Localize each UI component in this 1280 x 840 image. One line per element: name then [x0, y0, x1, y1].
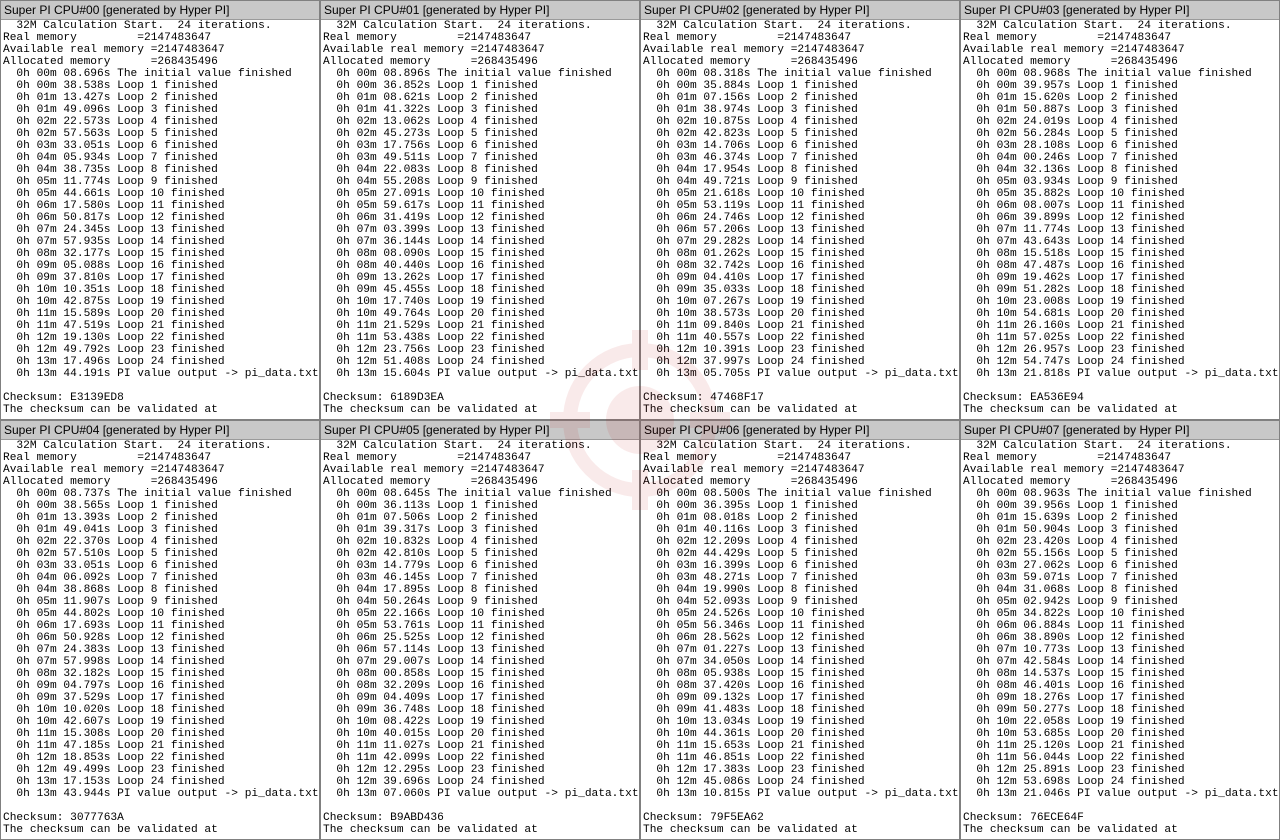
log-line: 0h 01m 50.887s Loop 3 finished [963, 104, 1178, 116]
log-line: 0h 09m 37.810s Loop 17 finished [3, 272, 225, 284]
log-line: 0h 05m 56.346s Loop 11 finished [643, 620, 865, 632]
log-line: 0h 07m 24.383s Loop 13 finished [3, 644, 225, 656]
log-line: 0h 00m 08.737s The initial value finished [3, 488, 292, 500]
log-line: Available real memory =2147483647 [3, 464, 225, 476]
log-line: 0h 12m 26.957s Loop 23 finished [963, 344, 1185, 356]
log-line: 0h 04m 17.954s Loop 8 finished [643, 164, 858, 176]
log-line: 0h 11m 09.840s Loop 21 finished [643, 320, 865, 332]
log-line: 0h 08m 40.440s Loop 16 finished [323, 260, 545, 272]
checksum-note: The checksum can be validated at [3, 824, 218, 836]
log-line: 0h 10m 23.008s Loop 19 finished [963, 296, 1185, 308]
log-line: 0h 01m 15.620s Loop 2 finished [963, 92, 1178, 104]
log-line: 0h 04m 06.092s Loop 7 finished [3, 572, 218, 584]
superpi-window-cpu04[interactable] [0, 420, 320, 840]
log-line: 0h 07m 10.773s Loop 13 finished [963, 644, 1185, 656]
log-line: 0h 00m 36.113s Loop 1 finished [323, 500, 538, 512]
blank-line [323, 800, 639, 812]
log-line: 0h 06m 57.114s Loop 13 finished [323, 644, 545, 656]
log-line: 0h 00m 08.963s The initial value finished [963, 488, 1252, 500]
log-line: 0h 09m 04.409s Loop 17 finished [323, 692, 545, 704]
log-line: 0h 13m 07.060s PI value output -> pi_data.txt [323, 788, 639, 800]
log-line: 0h 03m 59.071s Loop 7 finished [963, 572, 1178, 584]
log-line: 0h 01m 38.974s Loop 3 finished [643, 104, 858, 116]
log-line: 32M Calculation Start. 24 iterations. [3, 440, 272, 452]
log-line: 0h 13m 21.818s PI value output -> pi_data.txt [963, 368, 1279, 380]
log-line: 32M Calculation Start. 24 iterations. [3, 20, 272, 32]
log-line: 0h 03m 46.145s Loop 7 finished [323, 572, 538, 584]
log-line: 0h 01m 07.156s Loop 2 finished [643, 92, 858, 104]
log-line: 0h 07m 43.643s Loop 14 finished [963, 236, 1185, 248]
log-line: 0h 04m 22.083s Loop 8 finished [323, 164, 538, 176]
log-line: 0h 00m 08.896s The initial value finished [323, 68, 612, 80]
log-line: 0h 06m 17.693s Loop 11 finished [3, 620, 225, 632]
log-line: 0h 05m 11.774s Loop 9 finished [3, 176, 218, 188]
log-line: 0h 02m 13.062s Loop 4 finished [323, 116, 538, 128]
log-line: 0h 02m 42.810s Loop 5 finished [323, 548, 538, 560]
log-line: 0h 08m 47.487s Loop 16 finished [963, 260, 1185, 272]
log-line: 0h 11m 40.557s Loop 22 finished [643, 332, 865, 344]
log-line: 0h 06m 38.890s Loop 12 finished [963, 632, 1185, 644]
log-line: 0h 09m 35.033s Loop 18 finished [643, 284, 865, 296]
superpi-window-cpu00[interactable] [0, 0, 320, 420]
log-line: 0h 06m 28.562s Loop 12 finished [643, 632, 865, 644]
log-line: 0h 00m 08.696s The initial value finished [3, 68, 292, 80]
log-line: 0h 11m 11.027s Loop 21 finished [323, 740, 545, 752]
checksum-line: Checksum: EA536E94 [963, 392, 1084, 404]
log-line: 0h 02m 56.284s Loop 5 finished [963, 128, 1178, 140]
log-line: 0h 03m 33.051s Loop 6 finished [3, 140, 218, 152]
log-line: 0h 07m 01.227s Loop 13 finished [643, 644, 865, 656]
log-line: 0h 13m 44.191s PI value output -> pi_data.txt [3, 368, 319, 380]
output-log [963, 440, 1279, 839]
log-line: 0h 09m 51.282s Loop 18 finished [963, 284, 1185, 296]
log-line: 32M Calculation Start. 24 iterations. [963, 440, 1232, 452]
log-line: 0h 05m 53.119s Loop 11 finished [643, 200, 865, 212]
log-line: 0h 10m 17.740s Loop 19 finished [323, 296, 545, 308]
log-line: Real memory =2147483647 [643, 32, 852, 44]
log-line: 0h 03m 16.399s Loop 6 finished [643, 560, 858, 572]
output-log [643, 440, 959, 839]
log-line: 0h 08m 46.401s Loop 16 finished [963, 680, 1185, 692]
log-line: 0h 03m 27.062s Loop 6 finished [963, 560, 1178, 572]
blank-line [963, 380, 1279, 392]
log-line: 0h 11m 57.025s Loop 22 finished [963, 332, 1185, 344]
log-line: 0h 00m 08.318s The initial value finished [643, 68, 932, 80]
log-line: 0h 01m 13.427s Loop 2 finished [3, 92, 218, 104]
log-line: 0h 10m 08.422s Loop 19 finished [323, 716, 545, 728]
superpi-window-cpu06[interactable] [640, 420, 960, 840]
log-line: 0h 02m 10.832s Loop 4 finished [323, 536, 538, 548]
log-line: 0h 08m 01.262s Loop 15 finished [643, 248, 865, 260]
checksum-note: The checksum can be validated at [643, 824, 858, 836]
log-line: 0h 10m 53.685s Loop 20 finished [963, 728, 1185, 740]
log-line: Available real memory =2147483647 [643, 44, 865, 56]
log-line: 0h 13m 17.153s Loop 24 finished [3, 776, 225, 788]
log-line: 0h 03m 28.108s Loop 6 finished [963, 140, 1178, 152]
log-line: 0h 05m 53.761s Loop 11 finished [323, 620, 545, 632]
log-line: Allocated memory =268435496 [3, 476, 218, 488]
log-line: 0h 13m 17.496s Loop 24 finished [3, 356, 225, 368]
checksum-line: Checksum: 79F5EA62 [643, 812, 764, 824]
log-line: 32M Calculation Start. 24 iterations. [323, 440, 592, 452]
log-line: 0h 00m 35.884s Loop 1 finished [643, 80, 858, 92]
log-line: 0h 12m 12.295s Loop 23 finished [323, 764, 545, 776]
blank-line [643, 380, 959, 392]
checksum-note: The checksum can be validated at [643, 404, 858, 416]
log-line: 0h 02m 42.823s Loop 5 finished [643, 128, 858, 140]
log-line: 32M Calculation Start. 24 iterations. [643, 440, 912, 452]
log-line: Real memory =2147483647 [963, 452, 1172, 464]
log-line: 0h 04m 17.895s Loop 8 finished [323, 584, 538, 596]
log-line: 0h 12m 18.853s Loop 22 finished [3, 752, 225, 764]
log-line: 0h 08m 00.858s Loop 15 finished [323, 668, 545, 680]
log-line: 0h 11m 21.529s Loop 21 finished [323, 320, 545, 332]
log-line: 0h 12m 19.130s Loop 22 finished [3, 332, 225, 344]
log-line: 0h 12m 53.698s Loop 24 finished [963, 776, 1185, 788]
log-line: 0h 12m 10.391s Loop 23 finished [643, 344, 865, 356]
log-line: 0h 04m 31.068s Loop 8 finished [963, 584, 1178, 596]
log-line: 0h 01m 39.317s Loop 3 finished [323, 524, 538, 536]
log-line: 0h 05m 22.166s Loop 10 finished [323, 608, 545, 620]
log-line: 0h 08m 15.518s Loop 15 finished [963, 248, 1185, 260]
output-log [323, 440, 639, 839]
blank-line [323, 380, 639, 392]
superpi-window-cpu05[interactable] [320, 420, 640, 840]
log-line: 0h 08m 32.182s Loop 15 finished [3, 668, 225, 680]
log-line: Available real memory =2147483647 [643, 464, 865, 476]
checksum-note: The checksum can be validated at [323, 824, 538, 836]
log-line: 0h 11m 47.185s Loop 21 finished [3, 740, 225, 752]
checksum-line: Checksum: 3077763A [3, 812, 124, 824]
log-line: 0h 03m 14.706s Loop 6 finished [643, 140, 858, 152]
log-line: 0h 08m 32.742s Loop 16 finished [643, 260, 865, 272]
log-line: 0h 13m 21.046s PI value output -> pi_data.txt [963, 788, 1279, 800]
log-line: 0h 12m 37.997s Loop 24 finished [643, 356, 865, 368]
log-line: 0h 01m 41.322s Loop 3 finished [323, 104, 538, 116]
log-line: 0h 07m 24.345s Loop 13 finished [3, 224, 225, 236]
log-line: 0h 02m 57.510s Loop 5 finished [3, 548, 218, 560]
blank-line [3, 800, 319, 812]
log-line: 0h 07m 11.774s Loop 13 finished [963, 224, 1185, 236]
log-line: 0h 02m 55.156s Loop 5 finished [963, 548, 1178, 560]
log-line: 0h 04m 38.868s Loop 8 finished [3, 584, 218, 596]
checksum-line: Checksum: E3139ED8 [3, 392, 124, 404]
log-line: 0h 11m 25.120s Loop 21 finished [963, 740, 1185, 752]
log-line: 0h 02m 12.209s Loop 4 finished [643, 536, 858, 548]
log-line: 0h 08m 08.090s Loop 15 finished [323, 248, 545, 260]
log-line: 0h 11m 26.160s Loop 21 finished [963, 320, 1185, 332]
log-line: Available real memory =2147483647 [323, 464, 545, 476]
log-line: 0h 01m 08.621s Loop 2 finished [323, 92, 538, 104]
log-line: 0h 09m 36.748s Loop 18 finished [323, 704, 545, 716]
log-line: 0h 05m 59.617s Loop 11 finished [323, 200, 545, 212]
log-line: 0h 06m 39.899s Loop 12 finished [963, 212, 1185, 224]
log-line: 0h 00m 08.968s The initial value finished [963, 68, 1252, 80]
log-line: Real memory =2147483647 [323, 32, 532, 44]
log-line: 0h 07m 57.998s Loop 14 finished [3, 656, 225, 668]
log-line: Real memory =2147483647 [643, 452, 852, 464]
log-line: 0h 02m 44.429s Loop 5 finished [643, 548, 858, 560]
output-log [643, 20, 959, 419]
log-line: Real memory =2147483647 [323, 452, 532, 464]
log-line: 0h 05m 44.661s Loop 10 finished [3, 188, 225, 200]
log-line: 0h 04m 49.721s Loop 9 finished [643, 176, 858, 188]
log-line: 0h 07m 34.050s Loop 14 finished [643, 656, 865, 668]
log-line: 0h 13m 05.705s PI value output -> pi_data.txt [643, 368, 959, 380]
log-line: 0h 09m 05.088s Loop 16 finished [3, 260, 225, 272]
log-line: Real memory =2147483647 [3, 452, 212, 464]
log-line: 0h 05m 35.882s Loop 10 finished [963, 188, 1185, 200]
log-line: 0h 04m 50.264s Loop 9 finished [323, 596, 538, 608]
log-line: 0h 00m 39.956s Loop 1 finished [963, 500, 1178, 512]
log-line: 0h 06m 06.884s Loop 11 finished [963, 620, 1185, 632]
log-line: 0h 10m 10.351s Loop 18 finished [3, 284, 225, 296]
log-line: 0h 03m 17.756s Loop 6 finished [323, 140, 538, 152]
log-line: 0h 08m 32.177s Loop 15 finished [3, 248, 225, 260]
log-line: 0h 00m 38.565s Loop 1 finished [3, 500, 218, 512]
log-line: 0h 08m 37.420s Loop 16 finished [643, 680, 865, 692]
superpi-window-cpu07[interactable] [960, 420, 1280, 840]
log-line: 0h 01m 13.393s Loop 2 finished [3, 512, 218, 524]
checksum-line: Checksum: 76ECE64F [963, 812, 1084, 824]
superpi-window-cpu02[interactable] [640, 0, 960, 420]
log-line: 0h 09m 45.455s Loop 18 finished [323, 284, 545, 296]
checksum-line: Checksum: B9ABD436 [323, 812, 444, 824]
log-line: 0h 10m 40.015s Loop 20 finished [323, 728, 545, 740]
log-line: 0h 07m 29.007s Loop 14 finished [323, 656, 545, 668]
log-line: 0h 06m 17.580s Loop 11 finished [3, 200, 225, 212]
log-line: 0h 11m 56.044s Loop 22 finished [963, 752, 1185, 764]
log-line: 0h 04m 38.735s Loop 8 finished [3, 164, 218, 176]
log-line: 0h 06m 24.746s Loop 12 finished [643, 212, 865, 224]
blank-line [963, 800, 1279, 812]
log-line: 0h 02m 57.563s Loop 5 finished [3, 128, 218, 140]
log-line: 32M Calculation Start. 24 iterations. [643, 20, 912, 32]
log-line: 0h 08m 32.209s Loop 16 finished [323, 680, 545, 692]
log-line: 32M Calculation Start. 24 iterations. [963, 20, 1232, 32]
log-line: 0h 07m 57.935s Loop 14 finished [3, 236, 225, 248]
log-line: Real memory =2147483647 [963, 32, 1172, 44]
log-line: 0h 06m 57.206s Loop 13 finished [643, 224, 865, 236]
log-line: 0h 12m 25.891s Loop 23 finished [963, 764, 1185, 776]
log-line: 0h 00m 36.395s Loop 1 finished [643, 500, 858, 512]
log-line: 0h 09m 18.276s Loop 17 finished [963, 692, 1185, 704]
log-line: 0h 11m 15.308s Loop 20 finished [3, 728, 225, 740]
log-line: 0h 00m 08.500s The initial value finished [643, 488, 932, 500]
log-line: 0h 07m 29.282s Loop 14 finished [643, 236, 865, 248]
log-line: 0h 08m 05.938s Loop 15 finished [643, 668, 865, 680]
checksum-note: The checksum can be validated at [963, 824, 1178, 836]
log-line: 0h 13m 15.604s PI value output -> pi_data.txt [323, 368, 639, 380]
log-line: 0h 08m 14.537s Loop 15 finished [963, 668, 1185, 680]
log-line: 0h 11m 42.099s Loop 22 finished [323, 752, 545, 764]
log-line: 0h 06m 50.928s Loop 12 finished [3, 632, 225, 644]
log-line: 0h 11m 15.653s Loop 21 finished [643, 740, 865, 752]
log-line: 0h 10m 10.020s Loop 18 finished [3, 704, 225, 716]
log-line: 0h 05m 34.822s Loop 10 finished [963, 608, 1185, 620]
checksum-note: The checksum can be validated at [963, 404, 1178, 416]
log-line: 0h 10m 44.361s Loop 20 finished [643, 728, 865, 740]
window-title[interactable]: Super PI CPU#01 [generated by Hyper PI] [321, 1, 639, 20]
log-line: 0h 09m 09.132s Loop 17 finished [643, 692, 865, 704]
log-line: Allocated memory =268435496 [3, 56, 218, 68]
log-line: 32M Calculation Start. 24 iterations. [323, 20, 592, 32]
log-line: 0h 04m 32.136s Loop 8 finished [963, 164, 1178, 176]
log-line: 0h 01m 40.116s Loop 3 finished [643, 524, 858, 536]
log-line: 0h 04m 00.246s Loop 7 finished [963, 152, 1178, 164]
blank-line [3, 380, 319, 392]
log-line: 0h 10m 42.607s Loop 19 finished [3, 716, 225, 728]
log-line: Allocated memory =268435496 [643, 56, 858, 68]
log-line: 0h 07m 36.144s Loop 14 finished [323, 236, 545, 248]
log-line: 0h 12m 54.747s Loop 24 finished [963, 356, 1185, 368]
log-line: Available real memory =2147483647 [323, 44, 545, 56]
log-line: 0h 03m 48.271s Loop 7 finished [643, 572, 858, 584]
log-line: 0h 11m 15.589s Loop 20 finished [3, 308, 225, 320]
log-line: 0h 06m 25.525s Loop 12 finished [323, 632, 545, 644]
checksum-note: The checksum can be validated at [3, 404, 218, 416]
log-line: 0h 12m 23.756s Loop 23 finished [323, 344, 545, 356]
window-title[interactable]: Super PI CPU#06 [generated by Hyper PI] [641, 421, 959, 440]
log-line: 0h 03m 49.511s Loop 7 finished [323, 152, 538, 164]
log-line: 0h 02m 10.875s Loop 4 finished [643, 116, 858, 128]
log-line: 0h 04m 19.990s Loop 8 finished [643, 584, 858, 596]
log-line: 0h 12m 49.499s Loop 23 finished [3, 764, 225, 776]
log-line: 0h 05m 27.091s Loop 10 finished [323, 188, 545, 200]
log-line: 0h 01m 07.506s Loop 2 finished [323, 512, 538, 524]
window-title[interactable]: Super PI CPU#00 [generated by Hyper PI] [1, 1, 319, 20]
log-line: 0h 10m 54.681s Loop 20 finished [963, 308, 1185, 320]
log-line: 0h 13m 10.815s PI value output -> pi_data.txt [643, 788, 959, 800]
log-line: 0h 09m 04.797s Loop 16 finished [3, 680, 225, 692]
log-line: 0h 00m 38.538s Loop 1 finished [3, 80, 218, 92]
log-line: 0h 10m 22.058s Loop 19 finished [963, 716, 1185, 728]
log-line: 0h 10m 49.764s Loop 20 finished [323, 308, 545, 320]
log-line: 0h 07m 03.399s Loop 13 finished [323, 224, 545, 236]
window-title[interactable]: Super PI CPU#03 [generated by Hyper PI] [961, 1, 1279, 20]
log-line: 0h 11m 47.519s Loop 21 finished [3, 320, 225, 332]
log-line: 0h 12m 49.792s Loop 23 finished [3, 344, 225, 356]
log-line: 0h 10m 13.034s Loop 19 finished [643, 716, 865, 728]
window-title[interactable]: Super PI CPU#05 [generated by Hyper PI] [321, 421, 639, 440]
log-line: 0h 05m 24.526s Loop 10 finished [643, 608, 865, 620]
log-line: 0h 06m 50.817s Loop 12 finished [3, 212, 225, 224]
log-line: 0h 10m 07.267s Loop 19 finished [643, 296, 865, 308]
log-line: Real memory =2147483647 [3, 32, 212, 44]
superpi-window-cpu01[interactable] [320, 0, 640, 420]
blank-line [643, 800, 959, 812]
log-line: 0h 01m 49.096s Loop 3 finished [3, 104, 218, 116]
log-line: 0h 12m 51.408s Loop 24 finished [323, 356, 545, 368]
log-line: 0h 09m 37.529s Loop 17 finished [3, 692, 225, 704]
log-line: 0h 10m 42.875s Loop 19 finished [3, 296, 225, 308]
log-line: 0h 12m 17.383s Loop 23 finished [643, 764, 865, 776]
log-line: 0h 10m 38.573s Loop 20 finished [643, 308, 865, 320]
log-line: 0h 09m 04.410s Loop 17 finished [643, 272, 865, 284]
log-line: 0h 01m 49.041s Loop 3 finished [3, 524, 218, 536]
log-line: 0h 05m 02.942s Loop 9 finished [963, 596, 1178, 608]
log-line: 0h 04m 05.934s Loop 7 finished [3, 152, 218, 164]
log-line: 0h 05m 44.802s Loop 10 finished [3, 608, 225, 620]
log-line: 0h 05m 11.907s Loop 9 finished [3, 596, 218, 608]
log-line: Allocated memory =268435496 [643, 476, 858, 488]
log-line: 0h 02m 22.370s Loop 4 finished [3, 536, 218, 548]
output-log [3, 20, 319, 419]
log-line: 0h 00m 36.852s Loop 1 finished [323, 80, 538, 92]
log-line: 0h 06m 31.419s Loop 12 finished [323, 212, 545, 224]
superpi-window-cpu03[interactable] [960, 0, 1280, 420]
log-line: 0h 02m 22.573s Loop 4 finished [3, 116, 218, 128]
output-log [963, 20, 1279, 419]
log-line: Allocated memory =268435496 [323, 476, 538, 488]
log-line: Allocated memory =268435496 [963, 476, 1178, 488]
log-line: 0h 03m 14.779s Loop 6 finished [323, 560, 538, 572]
log-line: 0h 00m 39.957s Loop 1 finished [963, 80, 1178, 92]
log-line: 0h 05m 21.618s Loop 10 finished [643, 188, 865, 200]
log-line: 0h 04m 55.208s Loop 9 finished [323, 176, 538, 188]
window-title[interactable]: Super PI CPU#02 [generated by Hyper PI] [641, 1, 959, 20]
log-line: 0h 00m 08.645s The initial value finished [323, 488, 612, 500]
log-line: Available real memory =2147483647 [963, 44, 1185, 56]
log-line: 0h 09m 19.462s Loop 17 finished [963, 272, 1185, 284]
log-line: 0h 13m 43.944s PI value output -> pi_data.txt [3, 788, 319, 800]
output-log [323, 20, 639, 419]
log-line: 0h 03m 46.374s Loop 7 finished [643, 152, 858, 164]
log-line: 0h 09m 50.277s Loop 18 finished [963, 704, 1185, 716]
log-line: 0h 03m 33.051s Loop 6 finished [3, 560, 218, 572]
log-line: Available real memory =2147483647 [3, 44, 225, 56]
output-log [3, 440, 319, 839]
log-line: 0h 01m 08.018s Loop 2 finished [643, 512, 858, 524]
log-line: 0h 05m 03.934s Loop 9 finished [963, 176, 1178, 188]
log-line: 0h 04m 52.093s Loop 9 finished [643, 596, 858, 608]
log-line: 0h 11m 53.438s Loop 22 finished [323, 332, 545, 344]
log-line: Available real memory =2147483647 [963, 464, 1185, 476]
window-title[interactable]: Super PI CPU#04 [generated by Hyper PI] [1, 421, 319, 440]
log-line: 0h 11m 46.851s Loop 22 finished [643, 752, 865, 764]
checksum-note: The checksum can be validated at [323, 404, 538, 416]
checksum-line: Checksum: 6189D3EA [323, 392, 444, 404]
log-line: 0h 02m 24.019s Loop 4 finished [963, 116, 1178, 128]
log-line: 0h 09m 41.483s Loop 18 finished [643, 704, 865, 716]
log-line: 0h 12m 45.086s Loop 24 finished [643, 776, 865, 788]
log-line: 0h 07m 42.584s Loop 14 finished [963, 656, 1185, 668]
log-line: 0h 12m 39.696s Loop 24 finished [323, 776, 545, 788]
log-line: 0h 01m 15.639s Loop 2 finished [963, 512, 1178, 524]
log-line: 0h 02m 45.273s Loop 5 finished [323, 128, 538, 140]
log-line: Allocated memory =268435496 [323, 56, 538, 68]
log-line: Allocated memory =268435496 [963, 56, 1178, 68]
window-title[interactable]: Super PI CPU#07 [generated by Hyper PI] [961, 421, 1279, 440]
checksum-line: Checksum: 47468F17 [643, 392, 764, 404]
log-line: 0h 09m 13.262s Loop 17 finished [323, 272, 545, 284]
log-line: 0h 06m 08.007s Loop 11 finished [963, 200, 1185, 212]
log-line: 0h 01m 50.904s Loop 3 finished [963, 524, 1178, 536]
log-line: 0h 02m 23.420s Loop 4 finished [963, 536, 1178, 548]
